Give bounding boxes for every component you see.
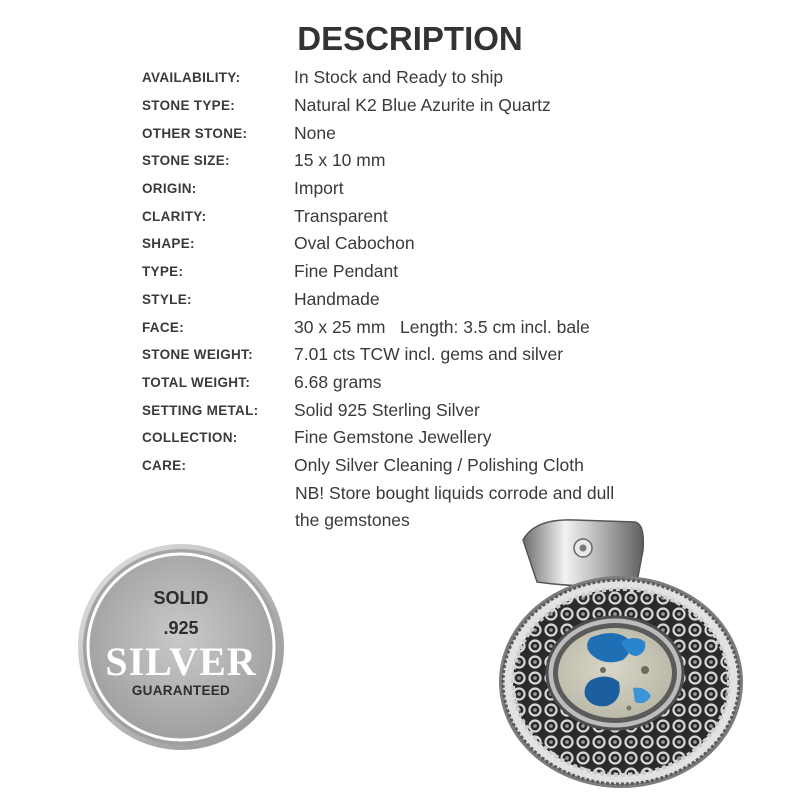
spec-value: 30 x 25 mm Length: 3.5 cm incl. bale — [294, 316, 590, 337]
spec-value: Fine Gemstone Jewellery — [294, 427, 492, 448]
spec-row-collection — [142, 424, 590, 452]
page-title: DESCRIPTION — [297, 20, 523, 57]
spec-row-clarity — [142, 202, 590, 230]
silver-guarantee-badge — [77, 543, 285, 751]
spec-label: CLARITY: — [142, 208, 207, 224]
spec-label: ORIGIN: — [142, 181, 197, 197]
pendant-image — [495, 510, 755, 800]
care-note-line: the gemstones — [295, 510, 410, 530]
spec-value: In Stock and Ready to ship — [294, 67, 504, 88]
spec-value: Solid 925 Sterling Silver — [294, 399, 480, 420]
spec-value: Handmade — [294, 288, 380, 309]
spec-row-face — [142, 313, 590, 341]
spec-value: Oval Cabochon — [294, 233, 415, 254]
spec-row-care — [142, 452, 590, 480]
spec-row-setting-metal — [142, 396, 590, 424]
spec-row-stone-size — [142, 147, 590, 175]
spec-row-availability — [142, 64, 590, 92]
spec-label: SETTING METAL: — [142, 402, 259, 418]
spec-label: STONE TYPE: — [142, 98, 236, 114]
spec-row-type — [142, 258, 590, 286]
spec-value: None — [294, 122, 336, 143]
spec-label: FACE: — [142, 319, 184, 335]
spec-value: 6.68 grams — [294, 371, 382, 392]
spec-table — [142, 64, 590, 479]
badge-silver-text: SILVER — [105, 639, 257, 684]
spec-value: Transparent — [294, 205, 388, 226]
spec-label: COLLECTION: — [142, 430, 238, 446]
spec-label: STONE SIZE: — [142, 153, 230, 169]
badge-925-text: .925 — [163, 618, 199, 638]
spec-value: 15 x 10 mm — [294, 150, 386, 171]
care-note-line: NB! Store bought liquids corrode and dull — [295, 483, 615, 503]
spec-row-stone-weight — [142, 341, 590, 369]
spec-row-style — [142, 286, 590, 314]
spec-value: 7.01 cts TCW incl. gems and silver — [294, 344, 564, 365]
spec-row-stone-type — [142, 92, 590, 120]
spec-label: STYLE: — [142, 291, 192, 307]
badge-guaranteed-text: GUARANTEED — [131, 683, 231, 698]
badge-solid-text: SOLID — [153, 588, 209, 608]
spec-row-origin — [142, 175, 590, 203]
spec-value: Natural K2 Blue Azurite in Quartz — [294, 95, 551, 116]
spec-label: TOTAL WEIGHT: — [142, 374, 251, 390]
spec-label: CARE: — [142, 457, 187, 473]
spec-label: OTHER STONE: — [142, 125, 248, 141]
spec-label: SHAPE: — [142, 236, 195, 252]
spec-label: STONE WEIGHT: — [142, 347, 253, 363]
spec-row-other-stone — [142, 119, 590, 147]
spec-value: Only Silver Cleaning / Polishing Cloth — [294, 454, 584, 475]
pendant-icon — [495, 510, 755, 795]
spec-row-shape — [142, 230, 590, 258]
spec-row-total-weight — [142, 369, 590, 397]
spec-value: Import — [294, 178, 344, 199]
spec-label: AVAILABILITY: — [142, 70, 241, 86]
spec-value: Fine Pendant — [294, 261, 399, 282]
spec-label: TYPE: — [142, 264, 184, 280]
